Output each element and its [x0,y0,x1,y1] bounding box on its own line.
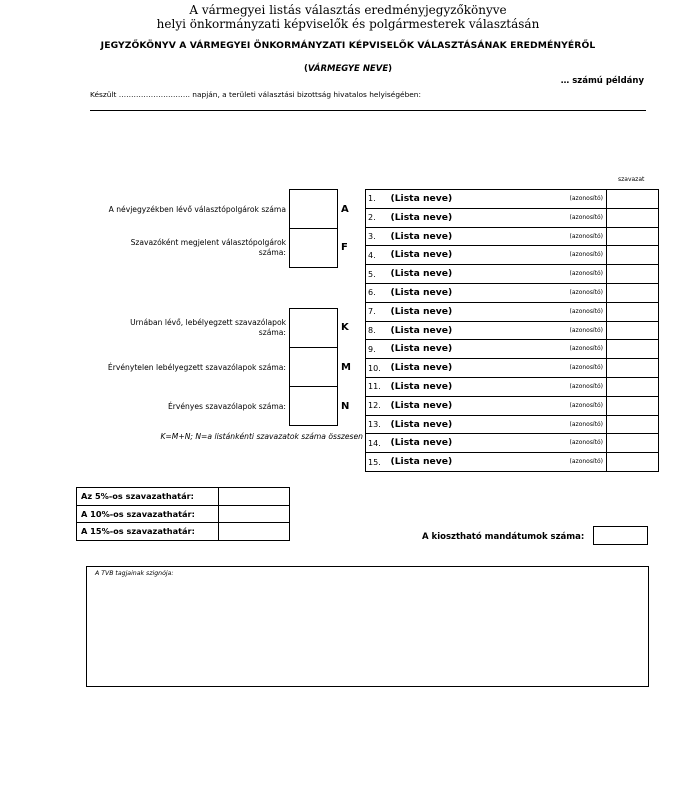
list-row [366,359,659,378]
list-name-cell [388,396,607,415]
list-number: 14. [366,434,388,453]
threshold-15-label: A 15%-os szavazathatár: [77,523,219,541]
list-name: (Lista neve) [390,324,453,336]
list-row [366,321,659,340]
mandates-input[interactable] [593,526,648,545]
list-row [366,453,659,472]
list-name-cell [388,190,607,209]
threshold-5-input[interactable] [219,488,290,506]
list-name-cell [388,415,607,434]
threshold-10-label: A 10%-os szavazathatár: [77,505,219,523]
list-number: 9. [366,340,388,359]
county-name-placeholder: VÁRMEGYE NEVE [307,64,389,74]
field-n-input[interactable] [289,386,338,426]
list-name: (Lista neve) [390,230,453,242]
list-identifier: (azonosító) [569,382,603,390]
field-n-label: Érvényes szavazólapok száma: [167,402,286,411]
list-name: (Lista neve) [390,437,453,449]
list-number: 15. [366,453,388,472]
list-vote-input[interactable] [607,359,659,378]
field-f-letter: F [341,242,348,253]
field-f-label: Szavazóként megjelent választópolgárok száma: [130,238,286,257]
field-m-label: Érvénytelen lebélyegzett szavazólapok száma: [107,363,286,372]
list-name-cell [388,434,607,453]
list-name-cell [388,302,607,321]
signature-label: A TVB tagjainak szignója: [95,570,174,577]
threshold-10-input[interactable] [219,505,290,523]
document-title: JEGYZŐKÖNYV A VÁRMEGYEI ÖNKORMÁNYZATI KÉPVISELŐK VÁLASZTÁSÁNAK EREDMÉNYÉRŐL [100,40,596,51]
list-identifier: (azonosító) [569,251,603,259]
field-a-label: A névjegyzékben lévő választópolgárok száma [108,205,286,214]
list-number: 13. [366,415,388,434]
list-name: (Lista neve) [390,193,453,204]
threshold-5-label: Az 5%-os szavazathatár: [77,488,219,506]
list-row [366,227,659,246]
list-identifier: (azonosító) [569,364,603,372]
list-name-cell [388,453,607,472]
list-vote-input[interactable] [607,283,659,302]
list-vote-input[interactable] [607,453,659,472]
list-vote-input[interactable] [607,396,659,415]
threshold-row-5 [77,488,290,506]
list-name: (Lista neve) [390,456,453,468]
threshold-row-10 [77,505,290,523]
field-n-letter: N [341,401,350,412]
list-identifier: (azonosító) [569,195,603,202]
list-name: (Lista neve) [390,268,453,280]
list-row [366,340,659,359]
list-name-cell [388,377,607,396]
vote-column-header: szavazat [618,176,645,183]
header-line-2: helyi önkormányzati képviselők és polgármesterek választásán [156,17,540,31]
list-vote-input[interactable] [607,246,659,265]
signature-box[interactable] [86,566,649,687]
field-k-letter: K [341,322,349,333]
field-k-label: Urnában lévő, lebélyegzett szavazólapok száma: [130,318,286,337]
field-m-letter: M [341,362,351,373]
list-row [366,246,659,265]
list-identifier: (azonosító) [569,213,603,221]
made-at-line: Készült ……………………….. napján, a területi választási bizottság hivatalos helyiségében: [90,90,421,99]
list-identifier: (azonosító) [569,345,603,353]
list-name: (Lista neve) [390,211,453,223]
list-vote-input[interactable] [607,415,659,434]
list-name: (Lista neve) [390,286,453,298]
list-identifier: (azonosító) [569,420,603,428]
list-name-cell [388,265,607,284]
list-identifier: (azonosító) [569,288,603,296]
threshold-row-15 [77,523,290,541]
list-name-cell [388,359,607,378]
list-row [366,208,659,227]
field-m-input[interactable] [289,347,338,387]
county-name: (VÁRMEGYE NEVE) [303,64,393,74]
list-name: (Lista neve) [390,249,453,261]
field-f-input[interactable] [289,228,338,268]
field-a-input[interactable] [289,189,338,229]
list-identifier: (azonosító) [569,326,603,334]
list-number: 5. [366,265,388,284]
list-number: 6. [366,283,388,302]
list-name-cell [388,246,607,265]
list-name: (Lista neve) [390,362,453,374]
header-line-1: A vármegyei listás választás eredményjegyzőkönyve [189,3,507,17]
list-vote-input[interactable] [607,208,659,227]
list-name: (Lista neve) [390,418,453,430]
list-name-cell [388,340,607,359]
list-vote-input[interactable] [607,190,659,209]
list-number: 4. [366,246,388,265]
threshold-15-input[interactable] [219,523,290,541]
copy-number: … számú példány [560,76,644,86]
list-number: 8. [366,321,388,340]
list-name: (Lista neve) [390,380,453,392]
list-identifier: (azonosító) [569,401,603,409]
list-row [366,415,659,434]
field-k-input[interactable] [289,308,338,348]
list-identifier: (azonosító) [569,232,603,240]
list-number: 7. [366,302,388,321]
list-row [366,434,659,453]
list-vote-input[interactable] [607,227,659,246]
list-vote-input[interactable] [607,434,659,453]
list-vote-input[interactable] [607,265,659,284]
list-number: 2. [366,208,388,227]
list-identifier: (azonosító) [569,458,603,466]
list-identifier: (azonosító) [569,439,603,447]
list-number: 12. [366,396,388,415]
list-name-cell [388,227,607,246]
list-number: 1. [366,190,388,209]
list-name: (Lista neve) [390,399,453,411]
list-name: (Lista neve) [390,343,453,355]
formula-note: K=M+N; N=a listánkénti szavazatok száma összesen [160,432,363,441]
threshold-table [76,487,290,541]
list-vote-input[interactable] [607,302,659,321]
list-name: (Lista neve) [390,305,453,317]
field-a-letter: A [341,204,349,215]
list-identifier: (azonosító) [569,270,603,278]
list-number: 10. [366,359,388,378]
list-row [366,190,659,209]
list-identifier: (azonosító) [569,307,603,315]
list-vote-input[interactable] [607,321,659,340]
list-row [366,377,659,396]
list-row [366,302,659,321]
header-divider [90,110,646,111]
mandates-label: A kiosztható mandátumok száma: [422,532,585,542]
list-row [366,283,659,302]
list-vote-input[interactable] [607,340,659,359]
list-table [365,189,659,472]
list-row [366,265,659,284]
list-row [366,396,659,415]
list-number: 3. [366,227,388,246]
list-number: 11. [366,377,388,396]
list-name-cell [388,321,607,340]
list-vote-input[interactable] [607,377,659,396]
list-name-cell [388,283,607,302]
list-name-cell [388,208,607,227]
